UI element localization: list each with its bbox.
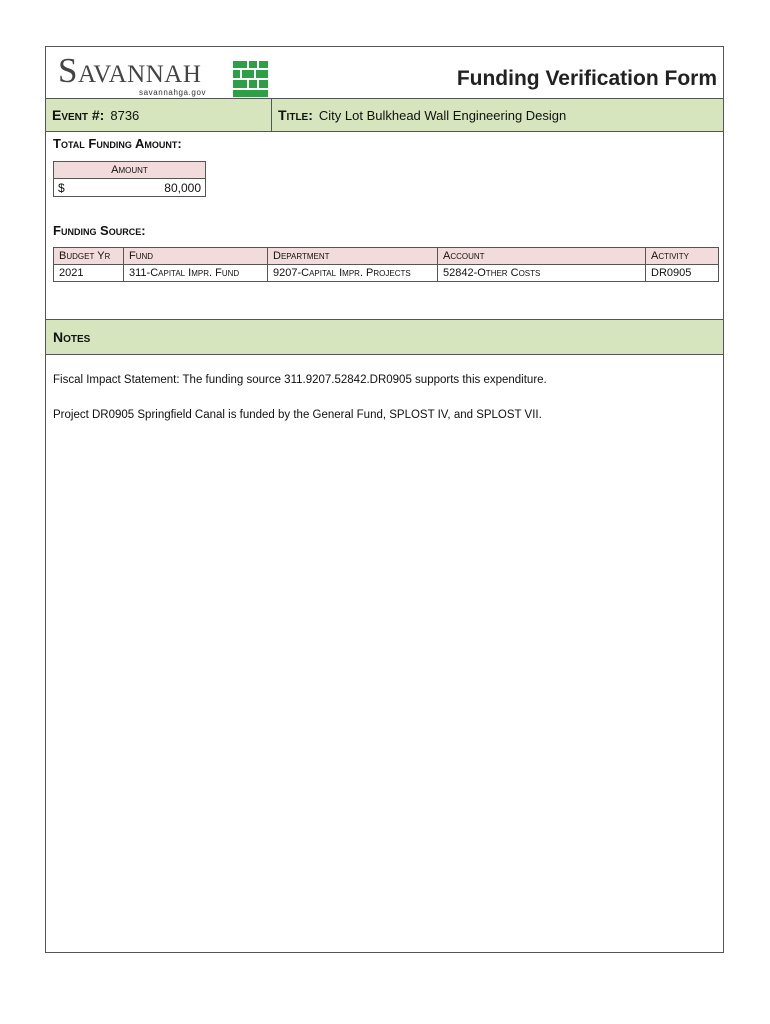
funding-verification-form [45, 46, 724, 953]
event-number-cell [46, 99, 272, 131]
notes-heading: Notes [53, 329, 91, 345]
column-header-budget-yr: Budget Yr [54, 248, 124, 265]
notes-bar [46, 319, 723, 355]
funding-source-header-row [54, 248, 719, 265]
form-header [46, 47, 723, 98]
column-header-department: Department [268, 248, 438, 265]
savannah-logo [58, 53, 258, 97]
logo-url: savannahga.gov [139, 88, 207, 97]
note-project-funding: Project DR0905 Springfield Canal is funded by the General Fund, SPLOST IV, and SPLOST VII. [53, 409, 542, 421]
cell-budget-yr: 2021 [54, 265, 124, 282]
form-title: Funding Verification Form [456, 67, 717, 90]
table-row [54, 265, 719, 282]
amount-cell [54, 179, 206, 197]
total-funding-table [53, 161, 206, 197]
funding-source-table [53, 247, 719, 282]
event-info-bar [46, 98, 723, 132]
savannah-brick-logo-icon [233, 61, 268, 97]
column-header-account: Account [438, 248, 646, 265]
note-fiscal-impact: Fiscal Impact Statement: The funding source 311.9207.52842.DR0905 supports this expenditure. [53, 374, 547, 386]
event-value: 8736 [110, 108, 140, 123]
funding-source-heading: Funding Source: [53, 223, 146, 238]
logo-wordmark: Savannah [58, 51, 202, 90]
cell-fund: 311-Capital Impr. Fund [124, 265, 268, 282]
title-cell [272, 99, 723, 131]
amount-column-header: Amount [54, 162, 206, 179]
amount-value: 80,000 [164, 180, 201, 195]
cell-activity: DR0905 [646, 265, 719, 282]
column-header-activity: Activity [646, 248, 719, 265]
cell-department: 9207-Capital Impr. Projects [268, 265, 438, 282]
event-label: Event #: [52, 107, 105, 123]
cell-account: 52842-Other Costs [438, 265, 646, 282]
currency-symbol: $ [58, 180, 65, 195]
title-label: Title: [278, 107, 313, 123]
total-funding-heading: Total Funding Amount: [53, 136, 182, 151]
column-header-fund: Fund [124, 248, 268, 265]
title-value: City Lot Bulkhead Wall Engineering Design [318, 108, 567, 123]
